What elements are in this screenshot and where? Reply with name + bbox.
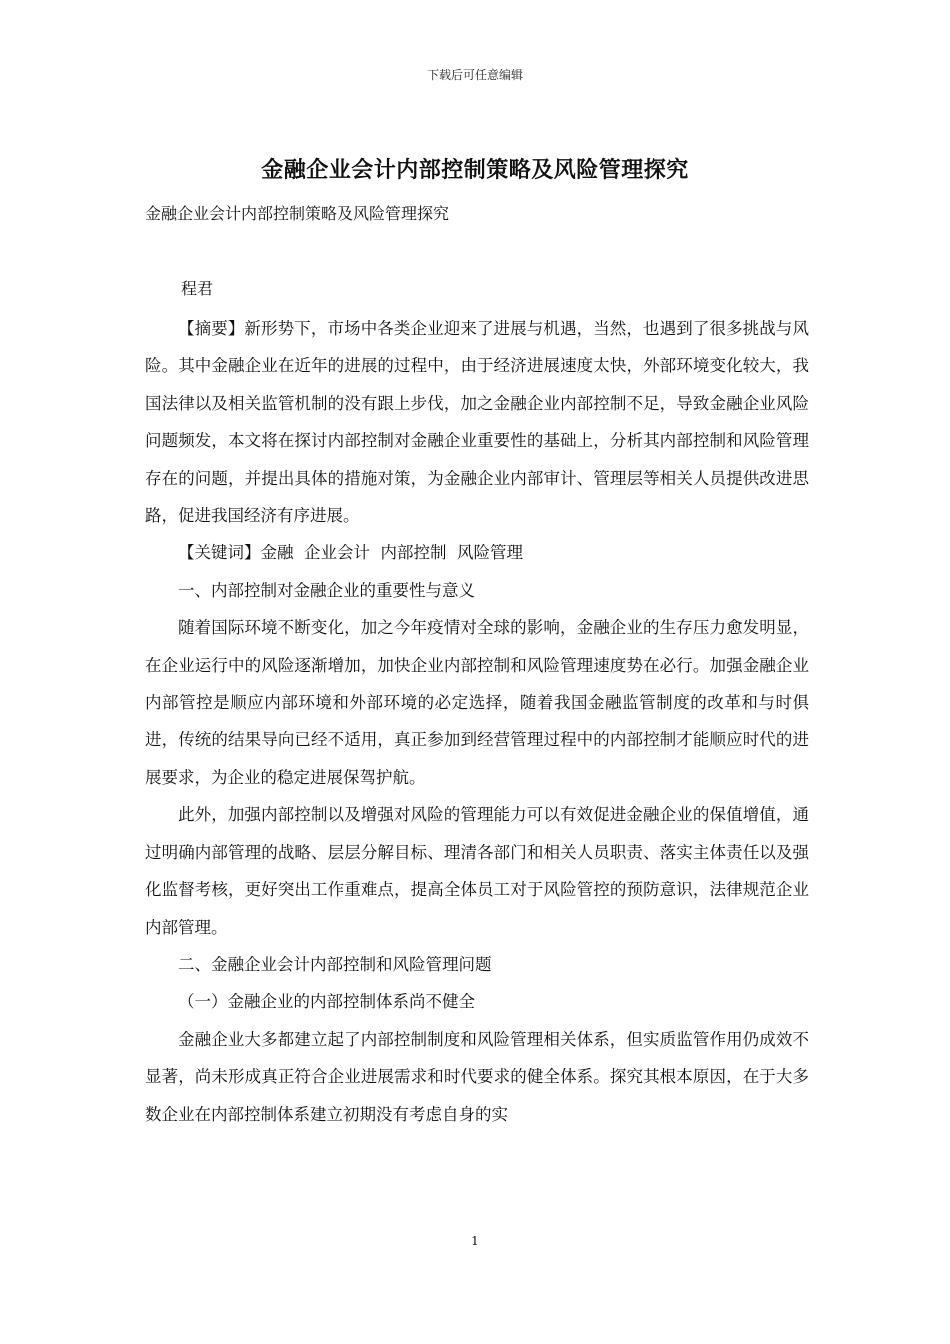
- page-number: 1: [471, 1234, 479, 1248]
- body-paragraph: 随着国际环境不断变化，加之今年疫情对全球的影响，金融企业的生存压力愈发明显，在企业运行中的风险逐渐增加，加快企业内部控制和风险管理速度势在必行。加强金融企业内部管控是顺应内部环境和外部环境的必定选择，随着我国金融监管制度的改革和与时俱进，传统的结果导向已经不适用，真正参加到经营管理过程中的内部控制才能顺应时代的进展要求，为企业的稳定进展保驾护航。: [145, 618, 809, 787]
- document-title: 金融企业会计内部控制策略及风险管理探究: [261, 157, 689, 183]
- author-name: 程君: [181, 279, 214, 298]
- section-heading-1: 一、内部控制对金融企业的重要性与意义: [178, 580, 475, 600]
- document-body: [145, 310, 809, 1133]
- keywords-paragraph: 【关键词】金融 企业会计 内部控制 风险管理: [178, 543, 523, 563]
- body-paragraph: 此外，加强内部控制以及增强对风险的管理能力可以有效促进金融企业的保值增值，通过明确内部管理的战略、层层分解目标、理清各部门和相关人员职责、落实主体责任以及强化监督考核，更好突出工作重难点，提高全体员工对于风险管控的预防意识，法律规范企业内部管理。: [145, 805, 809, 937]
- page-header: 下载后可任意编辑: [426, 68, 523, 82]
- body-paragraph: 金融企业大多都建立起了内部控制制度和风险管理相关体系，但实质监管作用仍成效不显著，尚未形成真正符合企业进展需求和时代要求的健全体系。探究其根本原因，在于大多数企业在内部控制体系建立初期没有考虑自身的实: [145, 1029, 809, 1124]
- subsection-heading-1: （一）金融企业的内部控制体系尚不健全: [178, 992, 475, 1012]
- abstract-paragraph: 【摘要】新形势下，市场中各类企业迎来了进展与机遇，当然，也遇到了很多挑战与风险。其中金融企业在近年的进展的过程中，由于经济进展速度太快，外部环境变化较大，我国法律以及相关监管机制的没有跟上步伐，加之金融企业内部控制不足，导致金融企业风险问题频发，本文将在探讨内部控制对金融企业重要性的基础上，分析其内部控制和风险管理存在的问题，并提出具体的措施对策，为金融企业内部审计、管理层等相关人员提供改进思路，促进我国经济有序进展。: [145, 319, 809, 526]
- section-heading-2: 二、金融企业会计内部控制和风险管理问题: [178, 954, 492, 974]
- document-subtitle: 金融企业会计内部控制策略及风险管理探究: [145, 204, 450, 223]
